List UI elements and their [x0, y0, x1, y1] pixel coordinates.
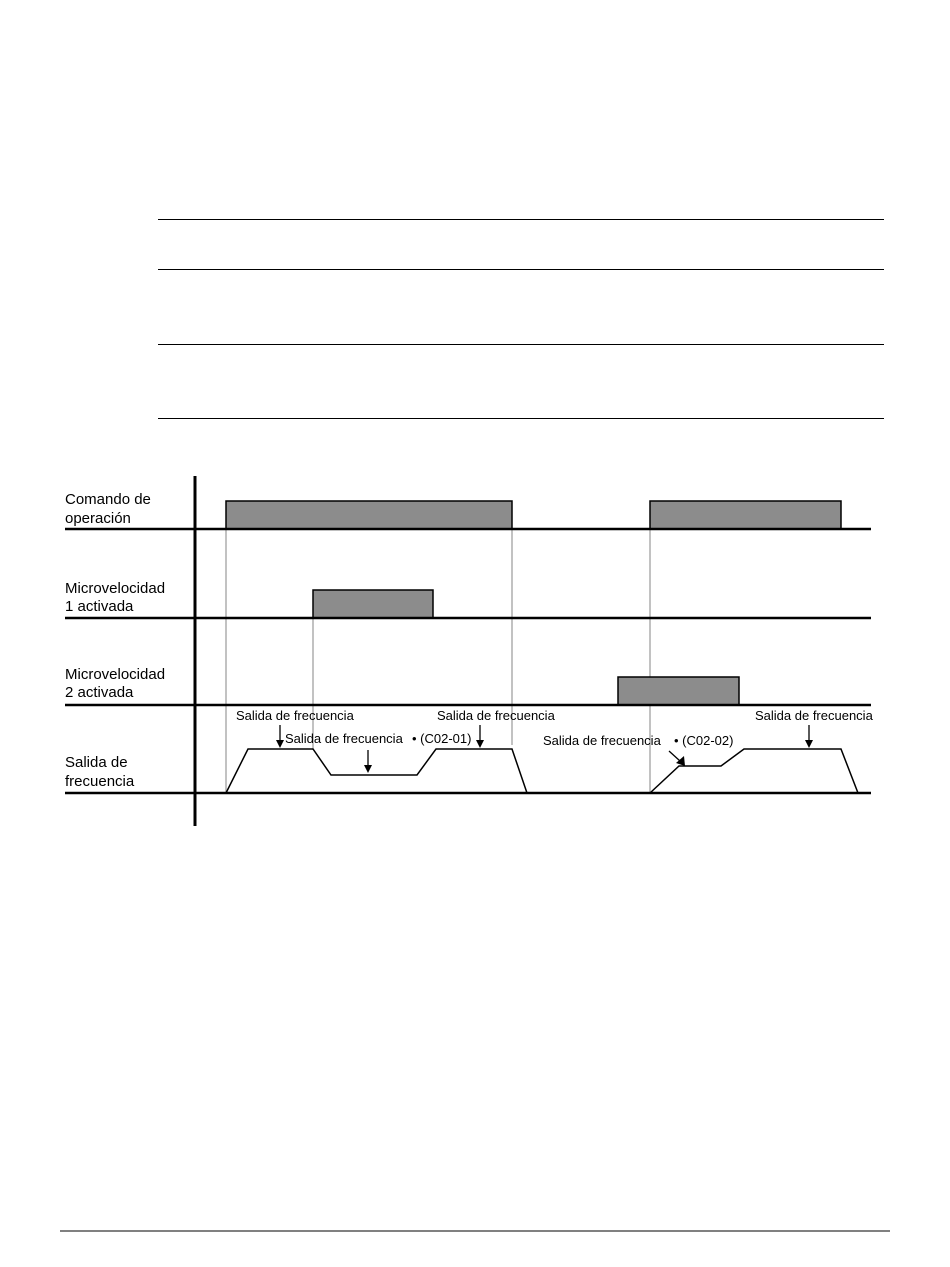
jog1-label-line1: Microvelocidad: [65, 580, 166, 597]
jog2-label-line2: 2 activada: [65, 684, 134, 701]
annotation-freq-jog1: Salida de frecuencia: [285, 731, 403, 746]
arrow-freq-jog1: [364, 750, 372, 773]
run-command-pulse-2: [650, 501, 841, 529]
jog2-label-line1: Microvelocidad: [65, 666, 166, 683]
freq-output-label-line1: Salida de: [65, 754, 128, 771]
jog2-pulse: [618, 677, 739, 705]
jog1-pulse: [313, 590, 433, 618]
freq-output-waveform-2: [650, 749, 858, 793]
run-command-pulse-1: [226, 501, 512, 529]
run-command-label-line2: operación: [65, 510, 131, 527]
jog1-label-line2: 1 activada: [65, 598, 134, 615]
arrow-freq-jog2: [669, 751, 685, 766]
annotation-jog2-param: • (C02-02): [674, 733, 734, 748]
annotation-freq-2: Salida de frecuencia: [437, 708, 555, 723]
arrow-freq-1: [276, 725, 284, 748]
arrow-freq-3: [805, 725, 813, 748]
annotation-jog1-param: • (C02-01): [412, 731, 472, 746]
freq-output-waveform-1: [226, 749, 527, 793]
annotation-freq-jog2: Salida de frecuencia: [543, 733, 661, 748]
run-command-label-line1: Comando de: [65, 491, 151, 508]
annotation-freq-1: Salida de frecuencia: [236, 708, 354, 723]
arrow-freq-2: [476, 725, 484, 748]
guide-lines: [226, 529, 650, 793]
freq-output-label-line2: frecuencia: [65, 773, 135, 790]
annotation-freq-3: Salida de frecuencia: [755, 708, 873, 723]
